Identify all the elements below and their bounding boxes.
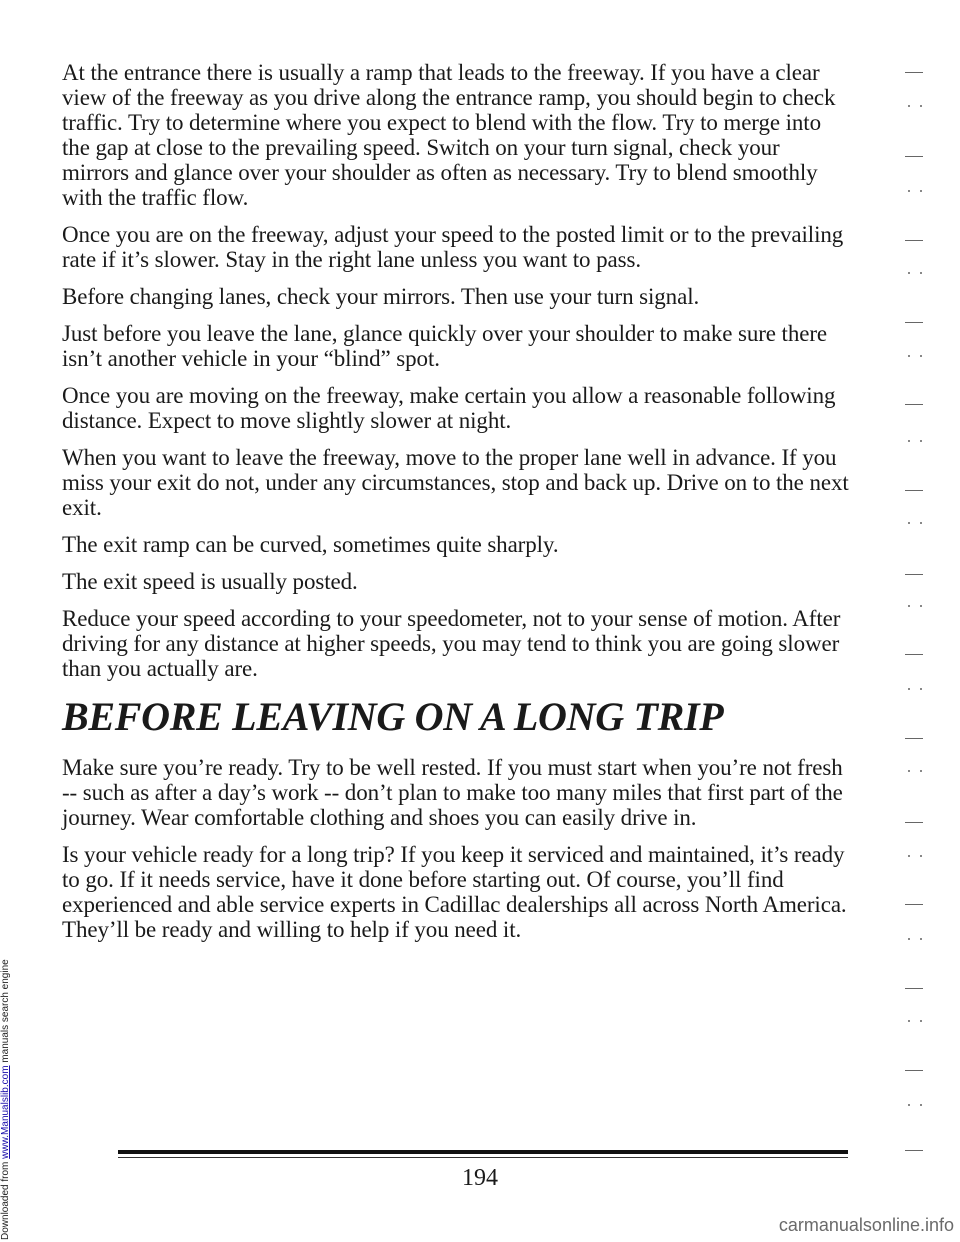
- footer-rule: [118, 1150, 848, 1154]
- paragraph: Once you are moving on the freeway, make certain you allow a reasonable following distance. Expect to move slightly slower at night.: [62, 383, 836, 433]
- page-content: [62, 60, 852, 954]
- banner-suffix: manuals search engine: [0, 959, 11, 1063]
- manualslib-link[interactable]: www.Manualslib.com: [0, 1065, 11, 1159]
- footer-rule-thin: [118, 1157, 848, 1158]
- paragraph: Is your vehicle ready for a long trip? If you keep it serviced and maintained, it’s ready to go. If it needs service, have it done before starting out. Of course, you’ll find experienced and able service experts in Cadillac dealerships all across North America. They’ll be ready and willing to help if you need it.: [62, 842, 847, 942]
- paragraph: Once you are on the freeway, adjust your speed to the posted limit or to the prevailing rate if it’s slower. Stay in the right lane unless you want to pass.: [62, 222, 844, 272]
- paragraph: Before changing lanes, check your mirrors. Then use your turn signal.: [62, 284, 700, 309]
- site-watermark: carmanualsonline.info: [778, 1215, 954, 1235]
- paragraph: Reduce your speed according to your speedometer, not to your sense of motion. After driving for any distance at higher speeds, you may tend to think you are going slower than you actually are.: [62, 606, 841, 681]
- paragraph: Just before you leave the lane, glance quickly over your shoulder to make sure there isn’t another vehicle in your “blind” spot.: [62, 321, 828, 371]
- section-heading: BEFORE LEAVING ON A LONG TRIP: [62, 694, 724, 739]
- paragraph: The exit speed is usually posted.: [62, 569, 358, 594]
- download-banner: [0, 959, 11, 1240]
- paragraph: At the entrance there is usually a ramp that leads to the freeway. If you have a clear view of the freeway as you drive along the entrance ramp, you should begin to check traffic. Try to determine where you expect to blend with the flow. Try to merge into the gap at close to the prevailing speed. Switch on your turn signal, check your mirrors and glance over your shoulder as often as necessary. Try to blend smoothly with the traffic flow.: [62, 60, 836, 210]
- paragraph: The exit ramp can be curved, sometimes quite sharply.: [62, 532, 559, 557]
- banner-prefix: Downloaded from: [0, 1161, 11, 1240]
- page-number: 194: [462, 1165, 498, 1191]
- paragraph: When you want to leave the freeway, move to the proper lane well in advance. If you miss your exit do not, under any circumstances, stop and back up. Drive on to the next exit.: [62, 445, 849, 520]
- paragraph: Make sure you’re ready. Try to be well rested. If you must start when you’re not fresh -- such as after a day’s work -- don’t plan to make too many miles that first part of the journey. Wear comfortable clothing and shoes you can easily drive in.: [62, 755, 843, 830]
